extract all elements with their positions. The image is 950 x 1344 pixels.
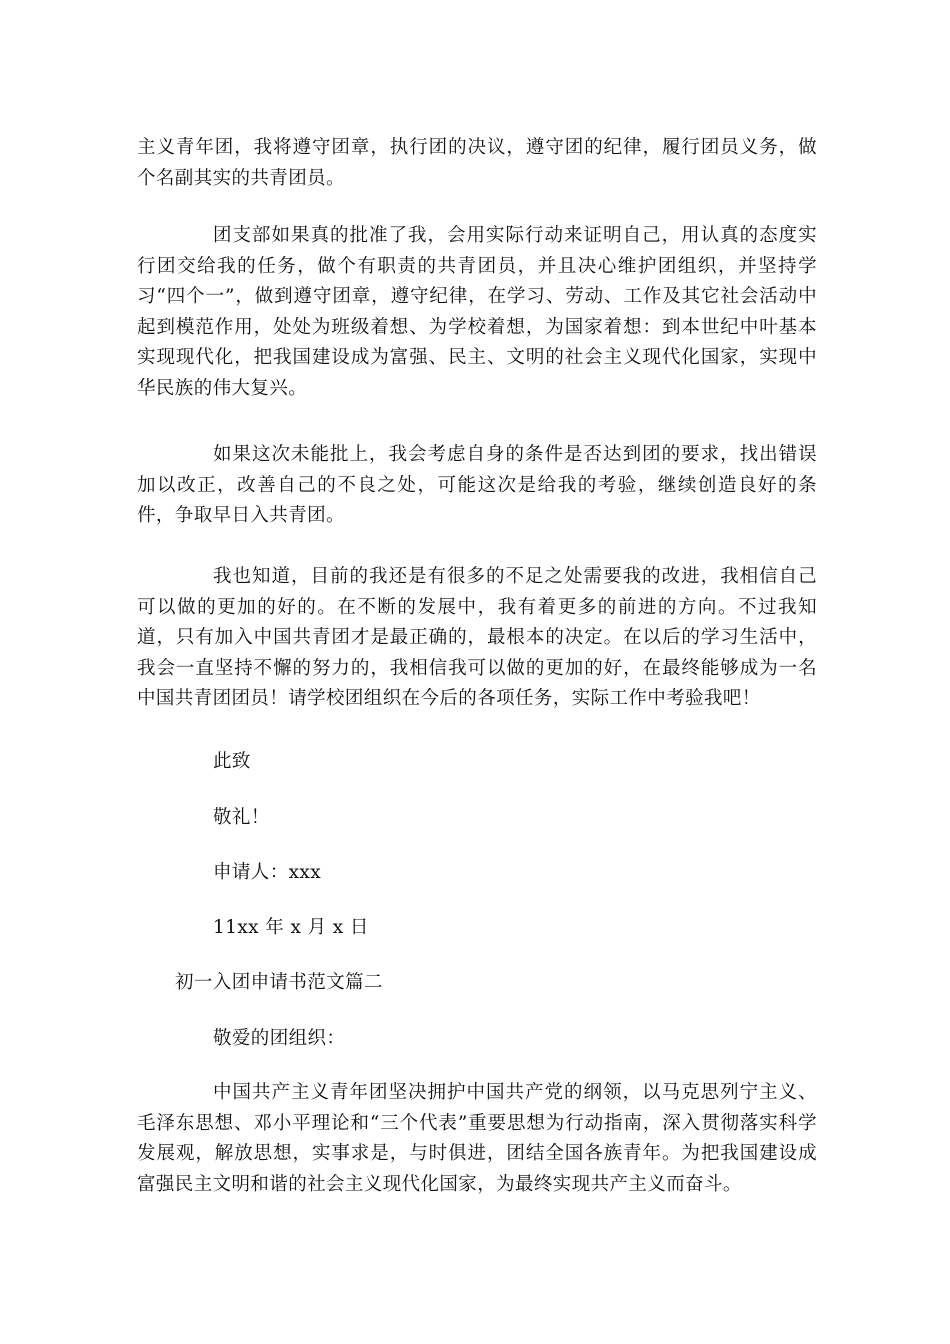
paragraph-2: 团支部如果真的批准了我，会用实际行动来证明自己，用认真的态度实行团交给我的任务，做个有职责的共青团员，并且决心维护团组织，并坚持学习“四个一”，做到遵守团章，遵守纪律，在学习、劳动、工作及其它社会活动中起到模范作用，处处为班级着想、为学校着想，为国家着想：到本世纪中叶基本实现现代化，把我国建设成为富强、民主、文明的社会主义现代化国家，实现中华民族的伟大复兴。 — [137, 225, 817, 399]
paragraph-1: 主义青年团，我将遵守团章，执行团的决议，遵守团的纪律，履行团员义务，做个名副其实的共青团员。 — [137, 137, 817, 189]
closing-salutation: 此致 — [213, 751, 251, 772]
letter-greeting: 敬爱的团组织： — [213, 1028, 346, 1049]
section-title: 初一入团申请书范文篇二 — [175, 972, 383, 993]
closing-regards: 敬礼！ — [213, 807, 270, 828]
paragraph-5: 中国共产主义青年团坚决拥护中国共产党的纲领，以马克思列宁主义、毛泽东思想、邓小平理论和“三个代表”重要思想为行动指南，深入贯彻落实科学发展观，解放思想，实事求是，与时俱进，团结全国各族青年。为把我国建设成富强民主文明和谐的社会主义现代化国家，为最终实现共产主义而奋斗。 — [137, 1082, 817, 1195]
paragraph-4: 我也知道，目前的我还是有很多的不足之处需要我的改进，我相信自己可以做的更加的好的。在不断的发展中，我有着更多的前进的方向。不过我知道，只有加入中国共青团才是最正确的，最根本的决定。在以后的学习生活中，我会一直坚持不懈的努力的，我相信我可以做的更加的好，在最终能够成为一名中国共青团团员！请学校团组织在今后的各项任务，实际工作中考验我吧！ — [137, 566, 817, 709]
applicant-signature: 申请人：xxx — [213, 862, 322, 883]
paragraph-3: 如果这次未能批上，我会考虑自身的条件是否达到团的要求，找出错误加以改正，改善自己的不良之处，可能这次是给我的考验，继续创造良好的条件，争取早日入共青团。 — [137, 444, 817, 526]
application-date: 11xx 年 x 月 x 日 — [213, 917, 369, 938]
